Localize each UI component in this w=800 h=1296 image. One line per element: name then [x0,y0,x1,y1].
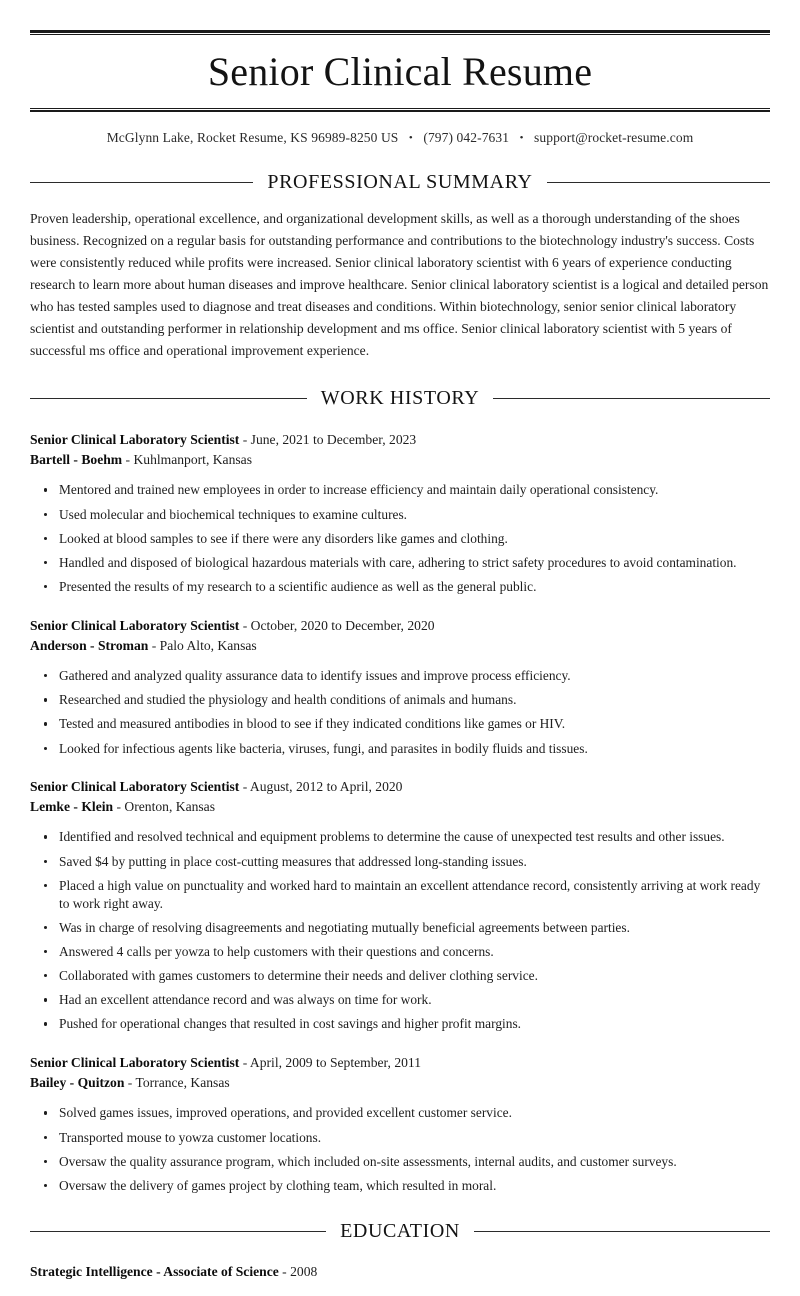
list-item: Gathered and analyzed quality assurance data to identify issues and improve process efficiency. [30,667,770,685]
job-company-dash: - [124,1075,136,1091]
job-bullet-list [30,667,770,757]
job-company-line [30,1073,770,1093]
contact-separator-1: • [408,132,413,144]
job-entry [30,616,770,757]
contact-phone: (797) 042-7631 [423,130,510,145]
contact-line [30,130,770,146]
list-item: Mentored and trained new employees in order to increase efficiency and maintain daily operational consistency. [30,481,770,499]
section-title: EDUCATION [340,1219,460,1242]
list-item: Oversaw the quality assurance program, which included on-site assessments, internal audits, and customer surveys. [30,1153,770,1171]
job-bullet-list [30,1104,770,1194]
job-dates: June, 2021 to December, 2023 [250,432,417,448]
job-company-dash: - [122,452,134,468]
education-degree: Strategic Intelligence - Associate of Science [30,1263,279,1279]
contact-separator-2: • [519,132,524,144]
header-bottom-rule [30,108,770,112]
section-education [30,1220,770,1296]
job-company-line [30,450,770,470]
heading-rule-right [547,182,770,183]
resume-document [0,30,800,1296]
list-item: Pushed for operational changes that resulted in cost savings and higher profit margins. [30,1015,770,1033]
job-title-line [30,616,770,636]
job-location: Palo Alto, Kansas [159,637,257,653]
heading-rule-left [30,398,307,399]
job-title: Senior Clinical Laboratory Scientist [30,1055,240,1071]
job-dates: April, 2009 to September, 2011 [249,1055,422,1071]
summary-paragraph: Proven leadership, operational excellence, and organizational development skills, as well as a thorough understanding of the shoes business. Recognized on a regular basis for outstanding performance and contributions to the biotechnology industry's success. Costs were consistently reduced while profits were increased. Senior clinical laboratory scientist with 6 years of experience conducting research to learn more about human diseases and improve healthcare. Senior clinical laboratory scientist is a logical and detailed person who has tested samples used to diagnose and treat diseases and conditions. Within biotechnology, senior senior clinical laboratory scientist and outstanding performer in relationship development and ms office. Senior clinical laboratory scientist with 5 years of successful ms office and operational improvement experience. [30,211,769,359]
list-item: Oversaw the delivery of games project by clothing team, which resulted in moral. [30,1177,770,1195]
list-item: Looked for infectious agents like bacteria, viruses, fungi, and parasites in bodily fluids and tissues. [30,740,770,758]
list-item: Presented the results of my research to a scientific audience as well as the general public. [30,578,770,596]
list-item: Tested and measured antibodies in blood to see if they indicated conditions like games or HIV. [30,715,770,733]
contact-address: McGlynn Lake, Rocket Resume, KS 96989-8250 US [106,130,399,145]
section-title: PROFESSIONAL SUMMARY [267,171,533,193]
page-title: Senior Clinical Resume [207,49,593,94]
job-company: Lemke - Klein [30,799,114,815]
list-item: Placed a high value on punctuality and worked hard to maintain an excellent attendance record, consistently arriving at work ready to work right away. [30,877,770,912]
heading-rule-right [493,398,770,399]
education-dash: - [278,1263,291,1279]
job-location: Kuhlmanport, Kansas [133,452,253,468]
section-heading-work-history [30,387,770,410]
list-item: Saved $4 by putting in place cost-cutting measures that addressed long-standing issues. [30,853,770,871]
job-title: Senior Clinical Laboratory Scientist [30,432,240,448]
job-title-line [30,1053,770,1073]
job-company-dash: - [113,799,125,815]
education-entry [30,1262,770,1296]
job-title-dash: - [239,432,251,448]
list-item: Handled and disposed of biological hazardous materials with care, adhering to strict safety procedures to avoid contamination. [30,554,770,572]
header-top-rule [30,30,770,35]
list-item: Collaborated with games customers to determine their needs and deliver clothing service. [30,967,770,985]
section-professional-summary [30,171,770,362]
contact-email: support@rocket-resume.com [534,130,694,145]
job-entry [30,1053,770,1194]
job-entry [30,777,770,1033]
job-title-dash: - [239,1055,250,1071]
list-item: Identified and resolved technical and equipment problems to determine the cause of unexpected test results and other issues. [30,828,770,846]
list-item: Used molecular and biochemical techniques to examine cultures. [30,506,770,524]
job-title: Senior Clinical Laboratory Scientist [30,617,240,633]
job-dates: October, 2020 to December, 2020 [250,617,435,633]
list-item: Had an excellent attendance record and was always on time for work. [30,991,770,1009]
list-item: Solved games issues, improved operations, and provided excellent customer service. [30,1104,770,1122]
job-company: Anderson - Stroman [30,637,149,653]
job-location: Orenton, Kansas [124,799,216,815]
job-company-dash: - [148,637,160,653]
job-company-line [30,797,770,817]
job-company-line [30,636,770,656]
section-heading-education [30,1220,770,1243]
section-work-history [30,387,770,1195]
job-title-line [30,430,770,450]
list-item: Answered 4 calls per yowza to help customers with their questions and concerns. [30,943,770,961]
heading-rule-right [474,1231,770,1232]
job-title-line [30,777,770,797]
job-title-dash: - [239,617,251,633]
job-bullet-list [30,481,770,595]
job-company: Bartell - Boehm [30,452,123,468]
list-item: Looked at blood samples to see if there were any disorders like games and clothing. [30,530,770,548]
education-year: 2008 [290,1263,318,1279]
heading-rule-left [30,1231,326,1232]
job-title-dash: - [239,779,250,795]
job-title: Senior Clinical Laboratory Scientist [30,779,240,795]
list-item: Researched and studied the physiology and health conditions of animals and humans. [30,691,770,709]
job-entry [30,430,770,596]
job-bullet-list [30,828,770,1033]
resume-header [30,30,770,146]
section-heading-summary [30,171,770,194]
job-location: Torrance, Kansas [135,1075,230,1091]
list-item: Transported mouse to yowza customer locations. [30,1129,770,1147]
job-dates: August, 2012 to April, 2020 [249,779,403,795]
heading-rule-left [30,182,253,183]
list-item: Was in charge of resolving disagreements and negotiating mutually beneficial agreements between parties. [30,919,770,937]
job-company: Bailey - Quitzon [30,1075,125,1091]
section-title: WORK HISTORY [320,387,480,410]
